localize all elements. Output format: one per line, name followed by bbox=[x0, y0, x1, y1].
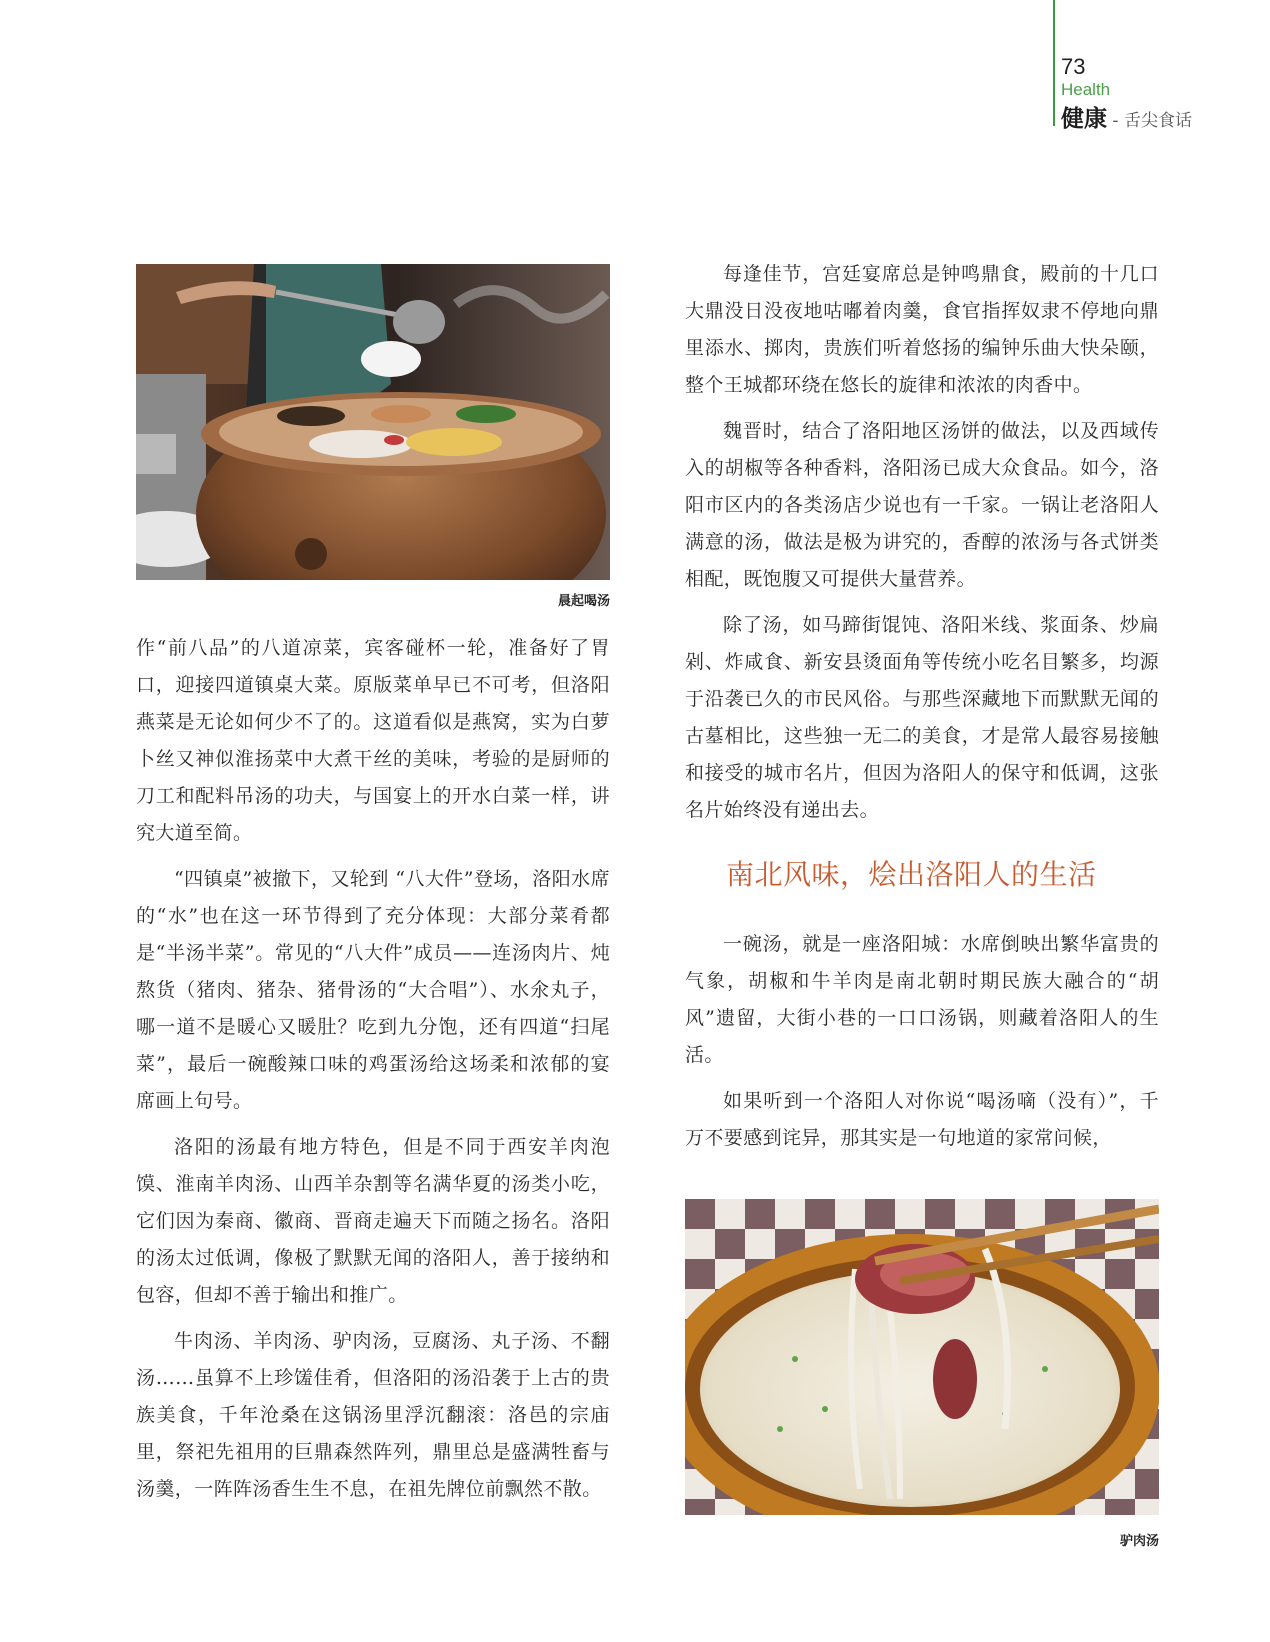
paragraph: 牛肉汤、羊肉汤、驴肉汤，豆腐汤、丸子汤、不翻汤……虽算不上珍馐佳肴，但洛阳的汤沿袭于上古的贵族美食，千年沧桑在这锅汤里浮沉翻滚：洛邑的宗庙里，祭祀先祖用的巨鼎森然阵列，鼎里总是盛满牲畜与汤羹，一阵阵汤香生生不息，在祖先牌位前飘然不散。 bbox=[136, 1330, 610, 1500]
body-column-left bbox=[136, 630, 610, 1517]
paragraph: 每逢佳节，宫廷宴席总是钟鸣鼎食，殿前的十几口大鼎没日没夜地咕嘟着肉羹，食官指挥奴隶不停地向鼎里添水、掷肉，贵族们听着悠扬的编钟乐曲大快朵颐，整个王城都环绕在悠长的旋律和浓浓的肉香中。 bbox=[685, 263, 1159, 396]
header-divider bbox=[1053, 0, 1055, 126]
section-heading: 南北风味，烩出洛阳人的生活 bbox=[726, 858, 1097, 891]
paragraph: 除了汤，如马蹄街馄饨、洛阳米线、浆面条、炒扁剁、炸咸食、新安县烫面角等传统小吃名目繁多，均源于沿袭已久的市民风俗。与那些深藏地下而默默无闻的古墓相比，这些独一无二的美食，才是常人最容易接触和接受的城市名片，但因为洛阳人的保守和低调，这张名片始终没有递出去。 bbox=[685, 614, 1159, 821]
paragraph: 洛阳的汤最有地方特色，但是不同于西安羊肉泡馍、淮南羊肉汤、山西羊杂割等名满华夏的汤类小吃，它们因为秦商、徽商、晋商走遍天下而随之扬名。洛阳的汤太过低调，像极了默默无闻的洛阳人，善于接纳和包容，但却不善于输出和推广。 bbox=[136, 1136, 610, 1306]
section-title-main: 健康 bbox=[1061, 106, 1107, 132]
section-title bbox=[1061, 100, 1192, 133]
paragraph: 一碗汤，就是一座洛阳城：水席倒映出繁华富贵的气象，胡椒和牛羊肉是南北朝时期民族大融合的“胡风”遗留，大街小巷的一口口汤锅，则藏着洛阳人的生活。 bbox=[685, 933, 1159, 1066]
photo-caption: 驴肉汤 bbox=[1119, 1534, 1159, 1549]
body-column-right-bottom bbox=[685, 926, 1159, 1166]
body-column-right-top bbox=[685, 256, 1159, 838]
paragraph: 作“前八品”的八道凉菜，宾客碰杯一轮，准备好了胃口，迎接四道镇桌大菜。原版菜单早已不可考，但洛阳燕菜是无论如何少不了的。这道看似是燕窝，实为白萝卜丝又神似淮扬菜中大煮干丝的美味，考验的是厨师的刀工和配料吊汤的功夫，与国宴上的开水白菜一样，讲究大道至简。 bbox=[136, 637, 610, 844]
donkey-soup-photo bbox=[685, 1199, 1159, 1515]
page-number: 73 bbox=[1061, 54, 1086, 79]
section-label-en: Health bbox=[1061, 80, 1111, 99]
paragraph: 魏晋时，结合了洛阳地区汤饼的做法，以及西域传入的胡椒等各种香料，洛阳汤已成大众食品。如今，洛阳市区内的各类汤店少说也有一千家。一锅让老洛阳人满意的汤，做法是极为讲究的，香醇的浓汤与各式饼类相配，既饱腹又可提供大量营养。 bbox=[685, 420, 1159, 590]
section-title-sub: - 舌尖食话 bbox=[1107, 111, 1192, 131]
morning-soup-photo bbox=[136, 264, 610, 580]
paragraph: “四镇桌”被撤下，又轮到 “八大件”登场，洛阳水席的“水”也在这一环节得到了充分体现：大部分菜肴都是“半汤半菜”。常见的“八大件”成员——连汤肉片、炖熬货（猪肉、猪杂、猪骨汤的“大合唱”）、水氽丸子，哪一道不是暖心又暖肚？吃到九分饱，还有四道“扫尾菜”，最后一碗酸辣口味的鸡蛋汤给这场柔和浓郁的宴席画上句号。 bbox=[136, 868, 610, 1112]
paragraph: 如果听到一个洛阳人对你说“喝汤嘀（没有）”，千万不要感到诧异，那其实是一句地道的家常问候， bbox=[685, 1090, 1159, 1149]
photo-caption: 晨起喝汤 bbox=[557, 594, 610, 609]
